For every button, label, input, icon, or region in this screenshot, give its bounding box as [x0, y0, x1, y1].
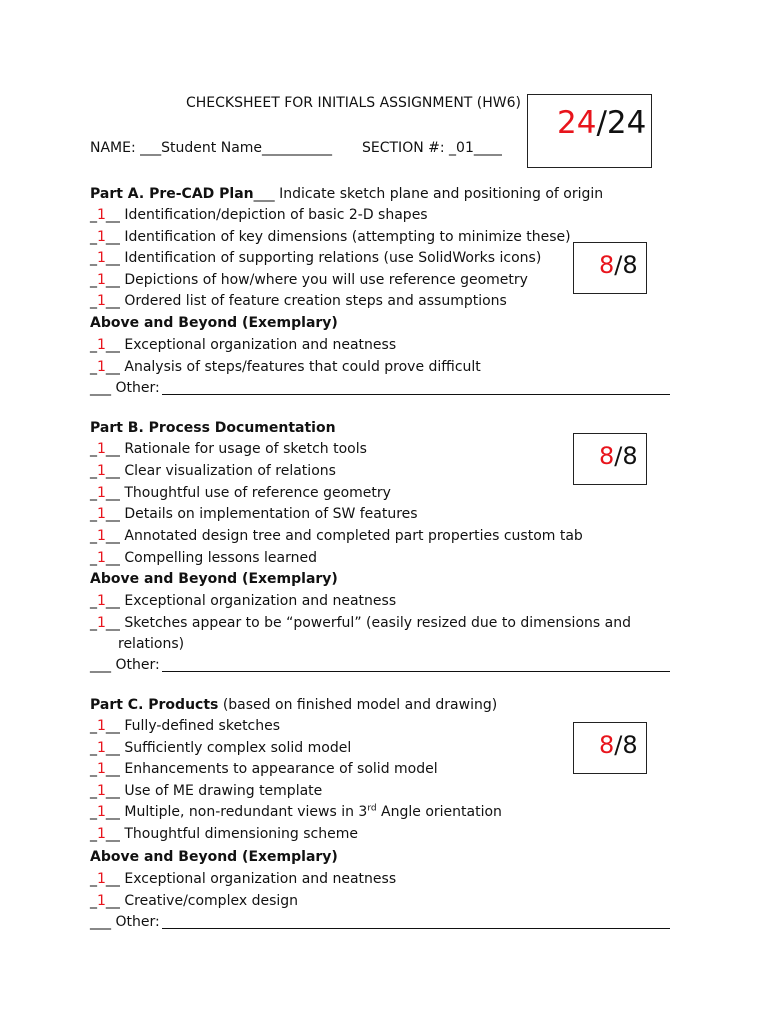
item-mark: 1	[97, 293, 106, 310]
item-mark: 1	[97, 250, 106, 267]
blank-prefix: _	[90, 506, 97, 523]
part-b-other-line	[162, 671, 670, 672]
checklist-item	[90, 336, 396, 354]
blank-prefix: _	[90, 718, 97, 734]
blank-suffix: __	[105, 441, 125, 457]
checklist-item	[90, 549, 317, 567]
part-a-score-earned: 8	[599, 251, 615, 279]
item-mark: 1	[97, 271, 106, 288]
section-label: SECTION #:	[362, 140, 450, 156]
name-row	[90, 139, 332, 157]
blank-prefix: _	[90, 358, 97, 375]
item-text: Details on implementation of SW features	[124, 506, 418, 523]
item-text: Analysis of steps/features that could prove difficult	[124, 358, 481, 375]
item-mark: 1	[97, 614, 106, 631]
blank-prefix: _	[90, 462, 97, 479]
name-value: ___Student Name__________	[140, 140, 333, 156]
part-a-above-title: Above and Beyond (Exemplary)	[90, 315, 338, 331]
checklist-item	[90, 717, 280, 735]
checklist-item	[90, 228, 571, 246]
item-text: Identification of key dimensions (attempting to minimize these)	[124, 228, 571, 245]
part-b-above-continuation: relations)	[118, 636, 185, 652]
blank-prefix: _	[90, 739, 97, 756]
item-mark: 1	[97, 593, 106, 609]
checklist-item	[90, 462, 336, 480]
blank-prefix: _	[90, 871, 97, 887]
blank-prefix: _	[90, 550, 97, 566]
part-b-score-max: /8	[614, 442, 638, 470]
blank-prefix: _	[90, 271, 97, 288]
blank-suffix: __	[105, 550, 125, 566]
blank-prefix: _	[90, 761, 97, 778]
item-text: Thoughtful use of reference geometry	[124, 484, 391, 501]
blank-suffix: __	[105, 506, 125, 523]
part-a-other-line	[162, 394, 670, 395]
item-text: Fully-defined sketches	[124, 718, 281, 734]
part-a-title: Part A. Pre-CAD Plan	[90, 186, 254, 202]
item-mark: 1	[97, 207, 106, 223]
part-c-above-title: Above and Beyond (Exemplary)	[90, 849, 338, 865]
blank-prefix: _	[90, 892, 97, 909]
name-label: NAME:	[90, 140, 141, 156]
part-c-score	[599, 731, 638, 759]
blank-prefix: _	[90, 614, 97, 631]
blank-prefix: _	[90, 804, 97, 821]
total-score-box	[527, 94, 652, 168]
blank-suffix: __	[105, 761, 125, 778]
total-score	[557, 105, 646, 141]
blank-suffix: __	[105, 207, 125, 223]
part-c-score-max: /8	[614, 731, 638, 759]
blank-suffix: __	[105, 871, 125, 887]
item-text: Sufficiently complex solid model	[124, 739, 352, 756]
item-mark: 1	[97, 441, 106, 457]
blank-suffix: __	[105, 293, 125, 310]
blank-suffix: __	[105, 484, 125, 501]
checklist-item	[90, 271, 528, 289]
item-text: Exceptional organization and neatness	[124, 593, 397, 609]
part-a-score-box	[573, 242, 647, 294]
item-mark: 1	[97, 550, 106, 566]
ordinal-superscript: rd	[367, 803, 377, 814]
item-text: Identification/depiction of basic 2-D shapes	[124, 207, 428, 223]
blank-prefix: _	[90, 528, 97, 545]
part-a-score	[599, 251, 638, 279]
part-c-other-label: ___ Other:	[90, 914, 160, 930]
checklist-item	[90, 803, 502, 821]
checklist-item	[90, 892, 298, 910]
item-mark: 1	[97, 506, 106, 523]
blank-suffix: __	[105, 593, 125, 609]
checklist-item	[90, 614, 631, 632]
blank-prefix: _	[90, 293, 97, 310]
item-mark: 1	[97, 739, 106, 756]
blank-prefix: _	[90, 228, 97, 245]
item-mark: 1	[97, 358, 106, 375]
blank-suffix: __	[105, 271, 125, 288]
item-text: Identification of supporting relations (use SolidWorks icons)	[124, 250, 542, 267]
part-c-score-earned: 8	[599, 731, 615, 759]
item-mark: 1	[97, 826, 106, 842]
part-b-score-box	[573, 433, 647, 485]
item-mark: 1	[97, 228, 106, 245]
blank-prefix: _	[90, 484, 97, 501]
item-mark: 1	[97, 528, 106, 545]
checklist-item	[90, 440, 367, 458]
item-text: Use of ME drawing template	[124, 782, 323, 799]
blank-prefix: _	[90, 782, 97, 799]
total-score-max: /24	[596, 105, 647, 141]
checklist-item	[90, 760, 438, 778]
item-mark: 1	[97, 892, 106, 909]
blank-prefix: _	[90, 250, 97, 267]
section-row	[362, 139, 502, 157]
section-value: _01____	[449, 140, 502, 156]
part-b-score-earned: 8	[599, 442, 615, 470]
part-c-title-suffix: (based on finished model and drawing)	[218, 697, 498, 713]
checklist-item	[90, 527, 583, 545]
part-c-score-box	[573, 722, 647, 774]
blank-prefix: _	[90, 207, 97, 223]
blank-suffix: __	[105, 782, 125, 799]
item-text: Clear visualization of relations	[124, 462, 336, 479]
item-mark: 1	[97, 782, 106, 799]
blank-suffix: __	[105, 614, 125, 631]
item-mark: 1	[97, 337, 106, 353]
part-a-title-suffix: ___ Indicate sketch plane and positioning of origin	[253, 186, 604, 202]
item-text: Thoughtful dimensioning scheme	[124, 826, 358, 842]
item-text: Enhancements to appearance of solid model	[124, 761, 438, 778]
checklist-item	[90, 870, 396, 888]
blank-suffix: __	[105, 804, 125, 821]
blank-suffix: __	[105, 826, 125, 842]
blank-suffix: __	[105, 337, 125, 353]
item-mark: 1	[97, 462, 106, 479]
item-text-tail: Angle orientation	[376, 804, 502, 821]
blank-suffix: __	[105, 739, 125, 756]
item-text: Multiple, non-redundant views in 3	[124, 804, 368, 821]
checklist-item	[90, 825, 358, 843]
checklist-item	[90, 206, 428, 224]
item-text: Exceptional organization and neatness	[124, 337, 397, 353]
item-text: Ordered list of feature creation steps and assumptions	[124, 293, 507, 310]
blank-suffix: __	[105, 250, 125, 267]
part-b-title: Part B. Process Documentation	[90, 420, 336, 436]
item-mark: 1	[97, 718, 106, 734]
checklist-item	[90, 358, 481, 376]
checklist-item	[90, 782, 322, 800]
checklist-item	[90, 292, 507, 310]
item-mark: 1	[97, 761, 106, 778]
checklist-item	[90, 505, 418, 523]
part-b-score	[599, 442, 638, 470]
checklist-item	[90, 249, 541, 267]
item-text: Exceptional organization and neatness	[124, 871, 397, 887]
item-mark: 1	[97, 804, 106, 821]
blank-suffix: __	[105, 462, 125, 479]
part-a-heading	[90, 185, 603, 203]
part-c-heading	[90, 696, 497, 714]
part-b-above-title: Above and Beyond (Exemplary)	[90, 571, 338, 587]
blank-suffix: __	[105, 228, 125, 245]
item-text: Depictions of how/where you will use reference geometry	[124, 271, 528, 288]
part-a-other-label: ___ Other:	[90, 380, 160, 396]
blank-suffix: __	[105, 528, 125, 545]
part-c-other-line	[162, 928, 670, 929]
item-text: Compelling lessons learned	[124, 550, 317, 566]
item-text: Rationale for usage of sketch tools	[124, 441, 367, 457]
blank-prefix: _	[90, 441, 97, 457]
page-title: CHECKSHEET FOR INITIALS ASSIGNMENT (HW6)	[186, 95, 521, 111]
blank-prefix: _	[90, 593, 97, 609]
blank-suffix: __	[105, 358, 125, 375]
blank-prefix: _	[90, 826, 97, 842]
checklist-item	[90, 739, 351, 757]
checklist-item	[90, 484, 391, 502]
part-a-score-max: /8	[614, 251, 638, 279]
item-mark: 1	[97, 484, 106, 501]
blank-suffix: __	[105, 892, 125, 909]
total-score-earned: 24	[557, 105, 597, 141]
item-text: Sketches appear to be “powerful” (easily resized due to dimensions and	[124, 614, 631, 631]
part-b-other-label: ___ Other:	[90, 657, 160, 673]
blank-prefix: _	[90, 337, 97, 353]
item-text: Creative/complex design	[124, 892, 299, 909]
blank-suffix: __	[105, 718, 125, 734]
item-mark: 1	[97, 871, 106, 887]
item-text: Annotated design tree and completed part properties custom tab	[124, 528, 583, 545]
checklist-item	[90, 592, 396, 610]
part-c-title: Part C. Products	[90, 697, 219, 713]
